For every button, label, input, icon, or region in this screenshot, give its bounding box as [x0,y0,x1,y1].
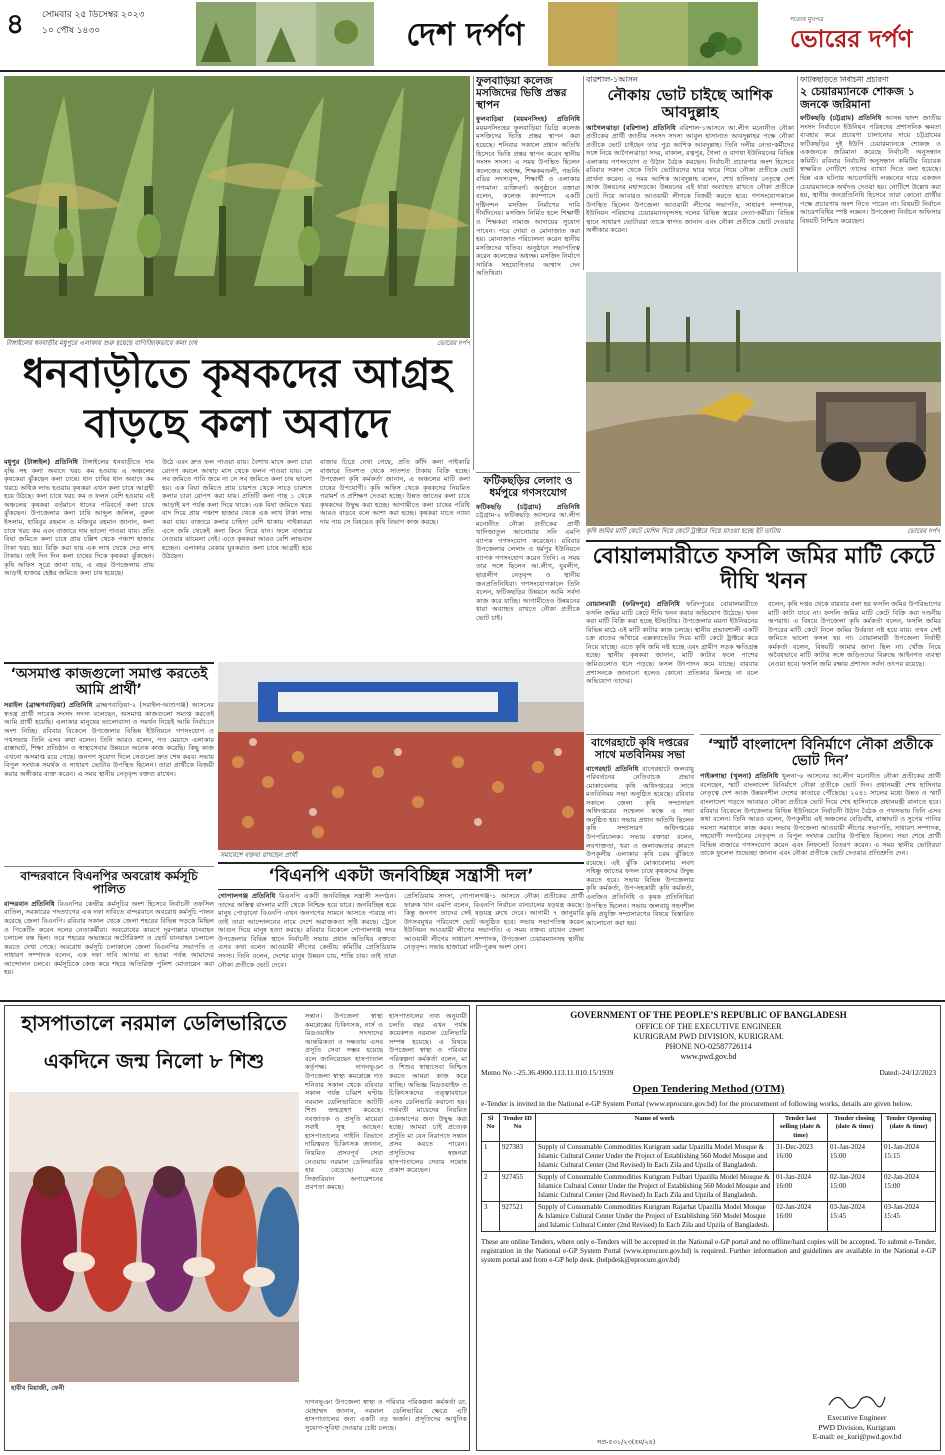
fulbari-byline: ফুলবাড়িয়া (ময়মনসিংহ) প্রতিনিধি [476,115,580,124]
cell-id: 927521 [500,1201,536,1231]
boalmari-col-1 [586,600,758,730]
bagerhat-body-text: বাগেরহাটে জলবায়ু পরিবর্তনের নেতিবাচক প্রভাব মোকাবেলায় কৃষি অধিদপ্তরের সাথে মতবিনিময় সভা অনুষ্ঠিত হয়েছে। রবিবার সকালে জেলা কৃষি সম্প্রসারণ অধিদপ্তরের সম্মেলন কক্ষে এ সভা অনুষ্ঠিত হয়। সভায় প্রধান অতিথি ছিলেন কৃষি সম্প্রসারণ অধিদপ্তরের উপপরিচালক। সভায় বক্তারা বলেন, লবণাক্ততা, খরা ও জলাবদ্ধতার কারণে উপকূলীয় এলাকার কৃষি চরম ঝুঁকিতে রয়েছে। এই ঝুঁকি মোকাবেলায় লবণ সহিষ্ণু জাতের ফসল চাষে কৃষকদের উদ্বুদ্ধ করতে হবে। সভায় বিভিন্ন উপজেলার কৃষি কর্মকর্তা, উপ-সহকারী কৃষি কর্মকর্তা, এনজিও প্রতিনিধি ও কৃষক প্রতিনিধিরা উপস্থিত ছিলেন। সভায় জলবায়ু সহনশীল কৃষি প্রযুক্তি সম্প্রসারণের বিষয়ে বিস্তারিত আলোচনা করা হয়। [586,764,694,927]
table-row [482,1142,936,1172]
fulbari-body [476,115,580,278]
fulbari-body-text: ময়মনসিংহের ফুলবাড়িয়া ডিগ্রি কলেজ মসজিদের ভিত্তি প্রস্তর স্থাপন করা হয়েছে। শনিবার সকালে প্রধান অতিথি হিসেবে ভিত্তি প্রস্তর স্থাপন করেন স্থানীয় সংসদ সদস্য। এ সময় উপস্থিত ছিলেন কলেজের অধ্যক্ষ, শিক্ষকমণ্ডলী, গভর্নিং বডির সদস্যবৃন্দ, শিক্ষার্থী ও এলাকার গণ্যমান্য ব্যক্তিবর্গ। অনুষ্ঠানে বক্তারা বলেন, কলেজ ক্যাম্পাসে একটি দৃষ্টিনন্দন মসজিদ নির্মাণের দাবি দীর্ঘদিনের। মসজিদ নির্মিত হলে শিক্ষার্থী ও শিক্ষকরা নামাজ আদায়ের সুযোগ পাবেন। পরে দোয়া ও মোনাজাত করা হয়। মোনাজাত পরিচালনা করেন স্থানীয় মসজিদের খতিব। অনুষ্ঠানে সভাপতিত্ব করেন কলেজের অধ্যক্ষ। মসজিদ নির্মাণে সার্বিক সহযোগিতার আশ্বাস দেন অতিথিরা। [476,123,580,278]
table-row [482,1171,936,1201]
bnp-byline: গোপালগঞ্জ প্রতিনিধি [218,892,276,900]
banana-col-1-text: টাঙ্গাইলের ধনবাড়ীতে দাম বৃদ্ধি সহ কলা অবাদে খরচ কম হওয়ায় এ অঞ্চলের কৃষকেরা ঝুঁকছেন কলা চাষে। ধান চাষির ধান অবাদে কম খরচে অধিক লাভ হওয়ায় কৃষকরা এখন কলা চাষে আগ্রহী হয়ে উঠছে। কলা চাষে খরচ কম ও ফলন বেশি হওয়ায় এই অঞ্চলের কৃষকরা বর্তমানে ধানের পরিবর্তে কলা চাষে ঝুঁকছেন। উপজেলার কলা চাষি আব্দুল জলিল, নুরুল ইসলাম, হাবিবুর রহমান ও মজিবুর রহমান জানান, কলা চাষে খরচ কম এবং বাজারে দাম ভালো পাওয়া যায়। প্রতি বিঘা জমিতে কলা চাষে প্রায় চল্লিশ থেকে পঞ্চাশ হাজার টাকা খরচ হয়। বিক্রি করা যায় এক লাখ থেকে দেড় লাখ টাকায়। তাই দিন দিন কলা চাষের দিকে কৃষকরা ঝুঁকছেন। কৃষি অফিস সূত্রে জানা যায়, এ বছর উপজেলায় প্রায় আড়াই হাজার হেক্টর জমিতে কলা চাষ হয়েছে। [4,458,154,578]
truck-photo-credit: ভোরের দর্পণ [907,527,940,535]
incomplete-body [4,701,214,778]
tender-notice [476,1005,941,1451]
banana-photo-caption: টাঙ্গাইলের ধনবাড়ীর মধুপুরে এলাকায় শুরু হয়েছে বাণিজ্যিকভাবে কলা চাষ [6,339,198,347]
hospital-photo-caption: হাবীব মিয়াজী, ফেনী [11,1384,65,1392]
tender-title: Open Tendering Method (OTM) [632,1083,785,1096]
cell-close: 03-Jan-2024 15:45 [828,1201,882,1231]
cell-open: 02-Jan-2024 15:00 [882,1171,936,1201]
hospital-body-col-1: সন্তান। উপজেলা স্বাস্থ্য কমপ্লেক্সের চিকিৎসক, নার্স ও মিডওয়াইফ সদস্যদের আন্তরিকতা ও দক্ষতায় এসব প্রসূতি সেবা সম্ভব হয়েছে বলে জানিয়েছেন হাসপাতাল কর্তৃপক্ষ। দাগনভূঞা উপজেলা স্বাস্থ্য কমপ্লেক্সে গত শনিবার সকাল থেকে রবিবার সকাল পর্যন্ত চব্বিশ ঘণ্টায় নরমাল ডেলিভারিতে আটটি শিশু জন্মগ্রহণ করেছে। নবজাতক ও প্রসূতি মায়েরা সবাই সুস্থ আছেন। হাসপাতালের গাইনি বিভাগে দায়িত্বরত চিকিৎসক জানান, নিয়মিত প্রসবপূর্ব সেবা নেওয়ায় নরমাল ডেলিভারির হার বেড়েছে। এতে সিজারিয়ান অপারেশনের প্রবণতা কমছে। [305,1012,383,1192]
boalmari-col-1-text: ফরিদপুরের বোয়ালমারীতে ফসলি জমির মাটি কেটে দীঘি খনন করার অভিযোগ উঠেছে। খনন করা মাটি বিক্রি করা হচ্ছে ইটভাটায়। উপজেলার ময়না ইউনিয়নের বিভিন্ন মাঠে এই মাটি কাটার কাজ চলছে। স্থানীয় প্রভাবশালী একটি চক্র রাতের আঁধারে এক্সক্যাভেটর দিয়ে মাটি কেটে ট্রাক্টরে করে নিয়ে যাচ্ছে। এতে কৃষি জমি নষ্ট হচ্ছে এবং গ্রামীণ সড়ক ক্ষতিগ্রস্ত হচ্ছে। স্থানীয় কৃষকরা জানান, মাটি কাটার ফলে পাশের জমিগুলোও ধসে পড়ছে। ফসল উৎপাদন কমে যাচ্ছে। বারবার প্রশাসনকে জানানো হলেও কোনো প্রতিকার মিলছে না বলে অভিযোগ তাদের। [586,600,758,686]
header-photo-strip [196,2,374,66]
boalmari-story [586,540,941,730]
page-number: ৪ [6,7,25,40]
lelang-headline: ফটিকছড়ির লেলাং ও ধর্মপুরে গণসংযোগ [483,475,573,499]
incomplete-story [4,662,214,862]
cell-work: Supply of Consumable Commodities Kurigram Rajarhat Upazilla Model Mosque & Islamice Cultural Center Under the Project of Establishing 560 Model Mosque and Islamic Cultural Center (2nd Revised) In Each Zila and Upzila of Bangladesh. [536,1201,774,1231]
bottom-section-rule [0,1000,945,1002]
bandarban-headline: বান্দরবানে বিএনপির অবরোধ কর্মসূচি পালিত [20,869,198,897]
truck-photo [586,272,941,526]
col-divider-2 [583,76,584,270]
tender-ref: সপ্র-৫৩১/২৩(৫ম/২৪) [597,1437,656,1446]
smart-byline: পাইকগাছা (খুলনা) প্রতিনিধি [700,772,779,781]
bagerhat-body [586,765,694,928]
cell-sl: 1 [482,1142,500,1172]
section-title: দেশ দর্পণ [406,15,524,53]
date-line-2: ১০ পৌষ ১৪৩০ [42,26,101,36]
tender-memo: Memo No :-25.36.4900.113.11.010.15/1939 [481,1068,614,1078]
header-rule [0,70,945,72]
tender-gov-1: GOVERNMENT OF THE PEOPLE’S REPUBLIC OF BANGLADESH [570,1010,847,1020]
tender-sign-title: Executive Engineer [827,1413,887,1423]
bnp-col-1 [218,892,396,996]
tender-website: www.pwd.gov.bd [680,1052,737,1062]
header-photo-strip-right [548,2,758,66]
masthead-logo: ভোরের দর্পণ [790,25,913,53]
cell-id: 927455 [500,1171,536,1201]
banana-photo [4,76,470,338]
tender-gov-3: KURIGRAM PWD DIVISION, KURIGRAM. [633,1031,784,1041]
incomplete-body-text: ব্রাহ্মণবাড়িয়া-২ (সরাইল-আশুগঞ্জ) আসনের স্বতন্ত্র প্রার্থী সাবেক সংসদ সদস্য বলেছেন, অসমাপ্ত কাজগুলো সমাপ্ত করতেই আমি প্রার্থী হয়েছি। এলাকার মানুষের ভালোবাসা ও সমর্থন নিয়েই আমি নির্বাচনে অংশ নিচ্ছি। রবিবার বিকেলে উপজেলার বিভিন্ন ইউনিয়নে গণসংযোগ ও পথসভায় তিনি এসব কথা বলেন। তিনি আরও বলেন, গত মেয়াদে এলাকার রাস্তাঘাট, শিক্ষা প্রতিষ্ঠান ও স্বাস্থ্যসেবার উন্নয়নে অনেক কাজ করেছি। কিছু কাজ এখনো অসমাপ্ত রয়ে গেছে। জনগণ সুযোগ দিলে সেগুলো দ্রুত শেষ করব। সভায় বিপুল সংখ্যক সমর্থক ও সাধারণ ভোটার উপস্থিত ছিলেন। তারা প্রার্থীকে বিজয়ী করার অঙ্গীকার ব্যক্ত করেন। এ সময় স্থানীয় নেতৃবৃন্দ বক্তব্য রাখেন। [4,701,214,778]
tender-sign-email: E-mail: ee_kuri@pwd.gov.bd [812,1432,902,1442]
bagerhat-byline: বাগেরহাট প্রতিনিধি [586,764,639,773]
cell-sl: 3 [482,1201,500,1231]
ashik-byline: আগৈলঝাড়া (বরিশাল) প্রতিনিধি [586,123,676,132]
hospital-headline-1: হাসপাতালে নরমাল ডেলিভারিতে [21,1012,287,1035]
cell-sell: 31-Dec-2023 16:00 [774,1142,828,1172]
bagerhat-story [586,734,694,966]
ashik-body-text: বরিশাল-১আসনে আ.লীগ মনোনীত নৌকা প্রতীকের প্রার্থী জাতীয় সংসদ সদস্য আবুল হাসানাত আবদুল্লাহর পক্ষে নৌকা প্রতীকে ভোট চাইছেন তার পুত্র আশিক আবদুল্লাহ। তিনি দলীয় নেতা-কর্মীদের সঙ্গে নিয়ে আগৈলঝাড়া সদর, বাকাল, রত্নপুর, গৈলা ও বাগধা ইউনিয়নের বিভিন্ন এলাকায় গণসংযোগ ও উঠান বৈঠক করছেন। নির্বাচনী প্রচারণার অংশ হিসেবে রবিবার সকাল থেকে তিনি ভোটারদের দ্বারে দ্বারে গিয়ে নৌকা প্রতীকে ভোট প্রার্থনা করেন। এ সময় আশিক আবদুল্লাহ বলেন, শেখ হাসিনার নেতৃত্বে দেশ আজ উন্নয়নের মহাসড়কে। উন্নয়নের এই ধারা অব্যাহত রাখতে নৌকা প্রতীকে ভোট দিয়ে আবারও আওয়ামী লীগকে বিজয়ী করতে হবে। গণসংযোগকালে উপস্থিত ছিলেন উপজেলা আওয়ামী লীগের সভাপতি, সাধারণ সম্পাদক, ইউনিয়ন পরিষদের চেয়ারম্যানবৃন্দসহ দলের বিভিন্ন স্তরের নেতা-কর্মীরা। বিভিন্ন স্থানে সাধারণ ভোটাররা তাকে স্বাগত জানান এবং নৌকা প্রতীকে ভোট দেওয়ার অঙ্গীকার করেন। [586,123,794,235]
bandarban-byline: বান্দরবান প্রতিনিধি [4,899,55,908]
cell-close: 02-Jan-2024 15:00 [828,1171,882,1201]
page-header [0,0,945,74]
th-sl: Sl No [482,1113,500,1141]
fatik-byline: ফটিকছড়ি (চট্টগ্রাম) প্রতিনিধি [800,114,882,123]
crowd-photo-caption: সমাবেশে বক্তব্য রাখছেন প্রার্থী [220,851,298,859]
bnp-story [218,862,584,996]
bnp-headline: ‘বিএনপি একটা জনবিচ্ছিন্ন সন্ত্রাসী দল’ [218,862,584,890]
banana-col-3: বাজার চিত্রে দেখা গেছে, প্রতি কাঁদি কলা পাইকারি বাজারে তিনশত থেকে সাতশত টাকায় বিক্রি হচ্ছে। উপজেলা কৃষি কর্মকর্তা জানান, এ অঞ্চলের মাটি কলা চাষের উপযোগী। কৃষি অফিস থেকে কৃষকদের নিয়মিত পরামর্শ ও প্রশিক্ষণ দেওয়া হচ্ছে। উন্নত জাতের কলা চাষে কৃষকদের উদ্বুদ্ধ করা হচ্ছে। আগামীতে কলা চাষের পরিধি আরও বাড়বে বলে আশা করা হচ্ছে। কৃষকরা যাতে ন্যায্য দাম পায় সে বিষয়েও কৃষি বিভাগ কাজ করছে। [320,458,470,526]
banana-col-1 [4,458,154,658]
signature-icon [827,1389,887,1411]
smart-story [700,734,941,966]
banana-col-2: উঠে এবং দ্রুত ফল পাওয়া যায়। বৈশাখ মাসে কলা চারা রোপণ করলে আষাঢ় মাস থেকে ফলন পাওয়া যায়। সে সব জমিতে পানি জমে না সে সব জমিতে কলা চাষ ভালো হয়। এক বিঘা জমিতে প্রায় চারশত থেকে সাড়ে চারশত কলার চারা রোপণ করা যায়। প্রতিটি কলা গাছ ১ থেকে আড়াই মণ পর্যন্ত কলা দিয়ে থাকে। এক বিঘা জমিতে খরচ বাদ দিয়ে প্রায় পঞ্চাশ হাজার থেকে এক লাখ টাকা লাভ করা যায়। বাজারে কলার চাহিদা বেশি থাকায় পাইকাররা এসে জমি থেকেই কলা কিনে নিয়ে যান। ফলে বাজারে নেওয়ার ঝামেলা নেই। এতে কৃষকরা আরও বেশি লাভবান হচ্ছেন। এলাকার বেকার যুবকরাও কলা চাষে আগ্রহী হয়ে উঠছেন। [162,458,312,561]
banana-story [4,458,470,658]
bandarban-body [4,900,214,977]
crowd-photo [218,662,584,850]
fulbari-story [476,76,580,470]
bandarban-body-text: বিএনপির কেন্দ্রীয় কর্মসূচির অংশ হিসেবে নির্বাচনী তফসিল বাতিল, সরকারের পদত্যাগের এক দফা দাবিতে বান্দরবানে অবরোধ কর্মসূচি পালন করেছে জেলা বিএনপি। রবিবার সকাল থেকে জেলা শহরের বিভিন্ন সড়কে মিছিল ও পিকেটিং করেন দলের নেতাকর্মীরা। অবরোধের কারণে দূরপাল্লার যানবাহন চলাচল বন্ধ ছিল। তবে শহরের অভ্যন্তরে অটোরিকশা ও ছোট যানবাহন চলাচল করতে দেখা গেছে। অবরোধ কর্মসূচি চলাকালে জেলা বিএনপির সভাপতি ও সাধারণ সম্পাদক বলেন, এক দফা দাবি আদায় না হওয়া পর্যন্ত আমাদের আন্দোলন চলবে। কর্মসূচিকে কেন্দ্র করে শহরে অতিরিক্ত পুলিশ মোতায়েন করা হয়। [4,899,214,977]
lelang-story [476,472,580,662]
cell-sell: 02-Jan-2024 16:00 [774,1201,828,1231]
tender-intro: e-Tender is invited in the National e-GP System Portal (www.eprocure.gov.bd) for the procurement of following works, details are given below. [481,1099,913,1109]
bagerhat-headline: বাগেরহাটে কৃষি দপ্তরের সাথে মতবিনিময় সভা [591,737,689,761]
ashik-story [586,76,794,270]
th-id: Tender ID No [500,1113,536,1141]
th-close: Tender closing (date & time) [828,1113,882,1141]
smart-body [700,772,941,858]
th-open: Tender Opening (date & time) [882,1113,936,1141]
hospital-body-bottom: দাগনভূঞা উপজেলা স্বাস্থ্য ও পরিবার পরিকল্পনা কর্মকর্তা ডা. মোহাম্মদ জানান, নরমাল ডেলিভারির ক্ষেত্রে এটি হাসপাতালের জন্য একটি বড় অর্জন। প্রসূতিদের আধুনিক সুযোগ-সুবিধা দেওয়ার চেষ্টা চলছে। [305,1398,467,1432]
tender-table-header [482,1113,936,1141]
masthead-tagline: সত্যের মুখপত্র [790,16,824,23]
cell-sell: 01-Jan-2024 16:00 [774,1171,828,1201]
tender-table [481,1113,936,1232]
tender-date: Dated:-24/12/2023 [879,1068,936,1078]
incomplete-byline: সরাইল (ব্রাহ্মণবাড়িয়া) প্রতিনিধি [4,701,93,710]
tender-sign-office: PWD Division, Kurigram [818,1422,896,1432]
fulbari-headline: ফুলবাড়িয়া কলেজ মসজিদের ভিত্তি প্রস্তর স্থাপন [476,76,567,111]
th-work: Name of work [536,1113,774,1141]
tender-memo-row [481,1068,936,1078]
lelang-body-text: চট্টগ্রাম-২ ফটিকছড়ি আসনের আ.লীগ মনোনীত নৌকা প্রতীকের প্রার্থী খাদিজাতুল আনোয়ার সনি এমপি ব্যাপক গণসংযোগ করেছেন। রবিবার উপজেলার লেলাং ও ধর্মপুর ইউনিয়নে ব্যাপক গণসংযোগ করেন তিনি। এ সময় তার সঙ্গে ছিলেন আ.লীগ, যুবলীগ, ছাত্রলীগ নেতৃবৃন্দ ও স্থানীয় জনপ্রতিনিধিরা। গণসংযোগকালে তিনি বলেন, ফটিকছড়ির উন্নয়নে আমি সর্বদা কাজ করে যাচ্ছি। আগামীতেও উন্নয়নের ধারা অব্যাহত রাখতে নৌকা প্রতীকে ভোট চাই। [476,511,580,622]
cell-work: Supply of Consumable Commodities Kurigram Fulbari Upazilla Model Mosque & Islamice Cultural Center Under the Project of Establishing 560 Model Mosque and Islamic Cultural Center (2nd Revised) In Each Zila and Upzila of Bangladesh. [536,1171,774,1201]
bnp-col-2: প্রেসিডিয়াম সদস্য, গোপালগঞ্জ-১ আসনে নৌকা প্রতীকের প্রার্থী ফারুক খান এমপি বলেন, বিএনপি নির্বাচন বানচালের ষড়যন্ত্র করছে। কিন্তু জনগণ তাদের সেই ষড়যন্ত্র রুখে দেবে। আগামী ৭ জানুয়ারি উৎসবমুখর পরিবেশে ভোট অনুষ্ঠিত হবে। সভায় সভাপতিত্ব করেন ইউনিয়ন আওয়ামী লীগের সভাপতি। এ সময় বক্তব্য রাখেন জেলা আওয়ামী লীগের সাধারণ সম্পাদক, উপজেলা চেয়ারম্যানসহ স্থানীয় নেতৃবৃন্দ। সভায় হাজারো নারী-পুরুষ অংশ নেন। [404,892,584,952]
lelang-byline: ফটিকছড়ি (চট্টগ্রাম) প্রতিনিধি [476,502,580,511]
cell-open: 03-Jan-2024 15:45 [882,1201,936,1231]
truck-photo-caption: কৃষি জমির মাটি কেটে মেশিন দিয়ে কেটে ট্রাক্টরে দিয়ে যাওয়া হচ্ছে ইট ভাটায় [586,527,781,535]
date-line-1: সোমবার ২৫ ডিসেম্বর ২০২৩ [42,10,145,20]
fatik-body [800,114,941,225]
ashik-headline: নৌকায় ভোট চাইছে আশিক আবদুল্লাহ [607,85,773,121]
tender-signature-block [782,1389,932,1442]
table-row [482,1201,936,1231]
boalmari-col-2: বলেন, কৃষি দপ্তর থেকে বারবার বলা হয় ফসলি জমির উপরিভাগের মাটি কাটা যাবে না। ফসলি জমির মাটি কেটে বিক্রি করা দণ্ডনীয় অপরাধ। এ বিষয়ে উপজেলা কৃষি কর্মকর্তা বলেন, ফসলি জমির উপরের মাটি কেটে নিলে জমির উর্বরতা নষ্ট হয়ে যায়। তখন সেই জমিতে ভালো ফসল হয় না। বোয়ালমারী উপজেলা নির্বাহী কর্মকর্তা বলেন, বিষয়টি আমার জানা ছিল না। খোঁজ নিয়ে অবৈধভাবে মাটি কাটার সঙ্গে জড়িতদের বিরুদ্ধে আইনগত ব্যবস্থা নেওয়া হবে। ফসলি জমি রক্ষায় প্রশাসন সর্বদা তৎপর রয়েছে। [768,600,941,668]
banana-byline: মধুপুর (টাঙ্গাইল) প্রতিনিধি [4,458,78,466]
fatik-kicker: ফটিকছড়িতে নির্বাচনী প্রচারণা [800,76,889,84]
hospital-headline-2: একদিনে জন্ম নিলো ৮ শিশু [43,1050,265,1073]
fatik-headline: ২ চেয়ারম্যানকে শোকজ ১ জনকে জরিমানা [800,85,915,111]
banana-headline-2: বাড়ছে কলা অবাদে [84,402,390,447]
cell-sl: 2 [482,1171,500,1201]
cell-id: 927383 [500,1142,536,1172]
hospital-body-col-2: হাসপাতালের তথ্য অনুযায়ী চলতি বছর এখন পর্যন্ত কয়েকশত নরমাল ডেলিভারি সম্পন্ন হয়েছে। এ বিষয়ে উপজেলা স্বাস্থ্য ও পরিবার পরিকল্পনা কর্মকর্তা বলেন, মা ও শিশুর স্বাস্থ্যসেবা নিশ্চিত করতে আমরা কাজ করে যাচ্ছি। অভিজ্ঞ মিডওয়াইফ ও চিকিৎসকদের তত্ত্বাবধানে এসব ডেলিভারি করানো হয়। গর্ভবতী মায়েদের নিয়মিত চেকআপের জন্য উদ্বুদ্ধ করা হচ্ছে। আমরা চাই প্রত্যেক প্রসূতি মা যেন নিরাপদে সন্তান প্রসব করতে পারেন। প্রসূতিদের স্বজনরা হাসপাতালের সেবায় সন্তোষ প্রকাশ করেছেন। [389,1012,467,1175]
lelang-body [476,503,580,623]
boalmari-headline: বোয়ালমারীতে ফসলি জমির মাটি কেটে দীঘি খনন [592,544,935,594]
smart-body-text: খুলনা-৬ আসনের আ.লীগ মনোনীত নৌকা প্রতীকের প্রার্থী বলেছেন, স্মার্ট বাংলাদেশ বিনির্মাণে নৌকা প্রতীকে ভোট দিন। প্রধানমন্ত্রী শেখ হাসিনার নেতৃত্বে দেশ আজ উন্নয়নশীল দেশের কাতারে পৌঁছেছে। ২০৪১ সালের মধ্যে উন্নত ও স্মার্ট বাংলাদেশ গড়তে আবারও নৌকা প্রতীকে ভোট দিয়ে শেখ হাসিনাকে প্রধানমন্ত্রী বানাতে হবে। রবিবার বিকেলে উপজেলার বিভিন্ন ইউনিয়নে নির্বাচনী উঠান বৈঠক ও পথসভায় তিনি এসব কথা বলেন। তিনি আরও বলেন, উপকূলীয় এই অঞ্চলের বেড়িবাঁধ, রাস্তাঘাট ও সুপেয় পানির সমস্যা সমাধানে কাজ করব। সভায় উপজেলা আওয়ামী লীগের সভাপতি, সাধারণ সম্পাদক, সহযোগী সংগঠনের নেতৃবৃন্দ ও বিপুল সংখ্যক ভোটার উপস্থিত ছিলেন। সভা শেষে প্রার্থী বিভিন্ন বাজারে গণসংযোগ করেন এবং লিফলেট বিতরণ করেন। এ সময় স্থানীয় ভোটাররা তাকে ফুলেল শুভেচ্ছা জানান এবং নৌকা প্রতীকে ভোট দেওয়ার প্রতিশ্রুতি দেন। [700,772,941,858]
hospital-photo [9,1092,299,1382]
ashik-body [586,124,794,235]
tender-footer-note: These are online Tenders, where only e-Tenders will be accepted in the National e-GP portal and no offline/hard copies will be accepted. To submit e-Tender, registration in the National e-GP System Portal (www.eprocure.gov.bd) is required. Further information and guidelines are available in the National e-GP system portal and from e-GP help desk. (helpdesk@eprocure.gov.bd) [481,1237,936,1265]
boalmari-byline: বোয়ালমারী (ফরিদপুর) প্রতিনিধি [586,600,680,608]
hospital-box [4,1005,470,1451]
banana-headline-1: ধনবাড়ীতে কৃষকদের আগ্রহ [22,352,452,397]
cell-close: 01-Jan-2024 15:00 [828,1142,882,1172]
cell-work: Supply of Consumable Commodities Kurigram sadar Upazilla Model Mosque & Islamic Cultural Center Under the Project of Establishing 560 Model Mosque and Islamic Cultural Center (2nd Revised) In Each Zila and Upzila of Bangladesh. [536,1142,774,1172]
bandarban-story [4,866,214,996]
banana-photo-credit: ভোরের দর্পণ [437,339,470,347]
fatik-body-text: আসন্ন দ্বাদশ জাতীয় সংসদ নির্বাচনে ইউনিয়ন পরিষদের প্রশাসনিক ক্ষমতা ব্যবহার করে প্রচারণা চালানোর দায়ে চট্টগ্রামের ফটিকছড়ির দুই ইউপি চেয়ারম্যানকে শোকজ ও একজনকে জরিমানা করেছে নির্বাচনী অনুসন্ধান কমিটি। রবিবার নির্বাচনী অনুসন্ধান কমিটির বিচারক স্বাক্ষরিত নোটিশে তাদের ব্যাখ্যা দিতে বলা হয়েছে। ভিন্ন এক ঘটনায় আচরণবিধি লঙ্ঘনের দায়ে একজন চেয়ারম্যানকে অর্থদণ্ড দেওয়া হয়। নোটিশে উল্লেখ করা হয়, স্থানীয় জনপ্রতিনিধি হিসেবে তারা কোনো প্রার্থীর পক্ষে প্রচারণায় অংশ নিতে পারেন না। বিষয়টি নির্বাচন আচরণবিধির স্পষ্ট লঙ্ঘন। উপজেলা নির্বাচন অফিসার বিষয়টি নিশ্চিত করেছেন। [800,114,941,225]
cell-open: 01-Jan-2024 15:15 [882,1142,936,1172]
incomplete-headline: ‘অসমাপ্ত কাজগুলো সমাপ্ত করতেই আমি প্রার্থী’ [10,666,208,698]
th-sell: Tender last selling (date & time) [774,1113,828,1141]
bnp-col-1-text: বিএনপি একটি জনবিচ্ছিন্ন সন্ত্রাসী সংগঠন। তাদের অস্তিত্ব বাংলার মাটি থেকে নিশ্চিহ্ন হয়ে যাবে। জনবিচ্ছিন্ন হয়ে মানুষ পোড়ানো বিএনপি এখন জনগণের সামনে আসতে পারছে না। তাই তারা আন্দোলনের নামে দেশে অরাজকতা সৃষ্টি করছে। ট্রেনে আগুন দিয়ে মানুষ হত্যা করছে। রবিবার বিকেলে গোপালগঞ্জ সদর উপজেলার বিভিন্ন স্থানে নির্বাচনী সভায় প্রধান অতিথির বক্তব্যে এসব কথা বলেন আওয়ামী লীগের কেন্দ্রীয় কমিটির প্রেসিডিয়াম সদস্য। তিনি বলেন, দেশের মানুষ উন্নয়ন চায়, শান্তি চায়। তাই তারা নৌকা প্রতীকে ভোট দেবে। [218,892,396,969]
smart-headline: ‘স্মার্ট বাংলাদেশ বিনির্মাণে নৌকা প্রতীকে ভোট দিন’ [707,737,934,769]
col-divider-1 [473,76,474,470]
tender-gov-4: PHONE NO-02587726114 [665,1041,752,1051]
ashik-kicker: বরিশাল-১আসন [586,76,638,84]
tender-gov-2: OFFICE OF THE EXECUTIVE ENGINEER [635,1021,782,1031]
